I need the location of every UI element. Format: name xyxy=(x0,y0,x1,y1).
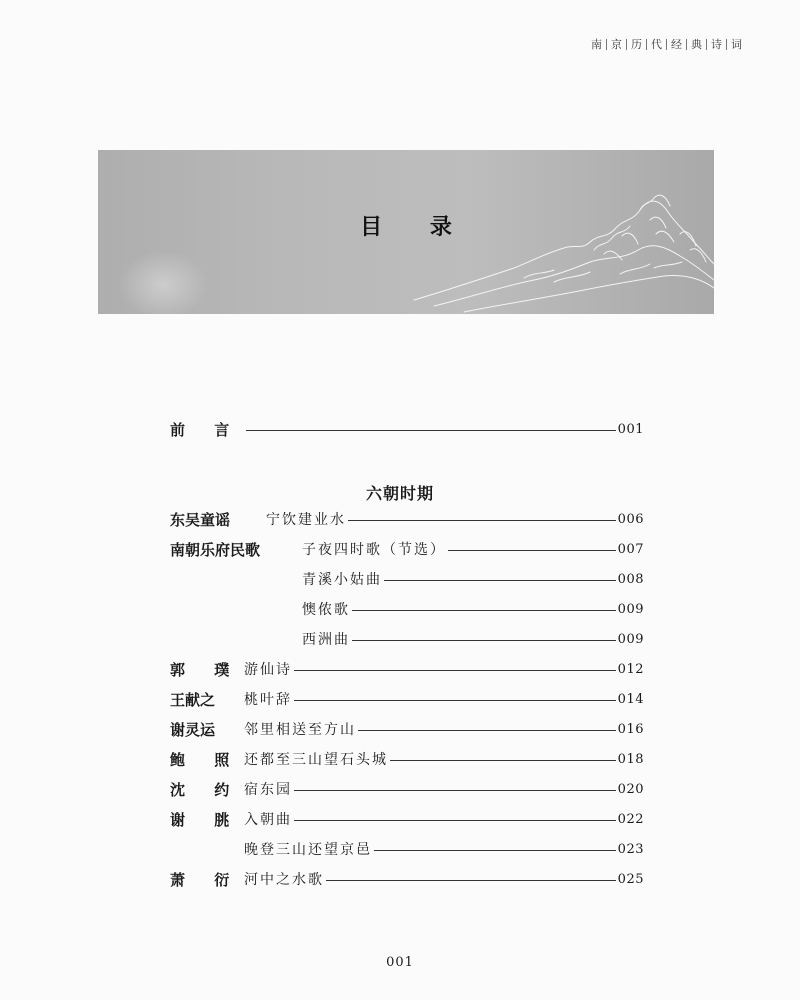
dot-leader xyxy=(294,790,616,791)
banner-glow xyxy=(118,250,208,314)
page-ref: 014 xyxy=(617,691,644,707)
page-ref: 018 xyxy=(617,751,644,767)
page-ref: 020 xyxy=(617,781,644,797)
page-ref: 016 xyxy=(617,721,644,737)
toc-entry[interactable] xyxy=(170,868,644,890)
page-ref: 022 xyxy=(617,811,644,827)
section-heading: 六朝时期 xyxy=(365,484,434,503)
entry-title: 入朝曲 xyxy=(244,812,292,828)
entry-author: 萧 衍 xyxy=(170,870,242,889)
dot-leader xyxy=(294,670,616,671)
page-ref: 001 xyxy=(617,421,644,437)
toc-entry[interactable] xyxy=(170,538,644,560)
toc-entry[interactable] xyxy=(170,508,644,530)
page-ref: 012 xyxy=(617,661,644,677)
entry-author: 鲍 照 xyxy=(170,750,242,769)
entry-author: 东吴童谣 xyxy=(170,510,231,529)
entry-title: 晚登三山还望京邑 xyxy=(244,842,372,858)
dot-leader xyxy=(348,520,616,521)
page-ref: 009 xyxy=(617,601,644,617)
entry-author: 南朝乐府民歌 xyxy=(170,540,261,559)
running-head-char: 经 xyxy=(671,38,682,51)
running-head xyxy=(587,36,746,52)
contents-title: 目 录 xyxy=(360,214,472,240)
page-ref: 006 xyxy=(617,511,644,527)
toc-entry[interactable] xyxy=(170,688,644,710)
toc-entry[interactable] xyxy=(170,838,644,860)
dot-leader xyxy=(390,760,616,761)
entry-title: 青溪小姑曲 xyxy=(302,572,382,588)
running-head-char: 诗 xyxy=(711,38,722,51)
dot-leader xyxy=(352,640,616,641)
dot-leader xyxy=(352,610,616,611)
dot-leader xyxy=(358,730,616,731)
toc-entry[interactable] xyxy=(170,658,644,680)
entry-title: 游仙诗 xyxy=(244,662,292,678)
entry-author: 谢灵运 xyxy=(170,720,216,739)
preface-label: 前 言 xyxy=(170,420,242,439)
page-ref: 025 xyxy=(617,871,644,887)
dot-leader xyxy=(294,700,616,701)
entry-title: 懊侬歌 xyxy=(302,602,350,618)
entry-title: 子夜四时歌（节选） xyxy=(302,542,446,558)
running-head-char: 代 xyxy=(651,38,662,51)
entry-author: 谢 朓 xyxy=(170,810,242,829)
dot-leader xyxy=(448,550,616,551)
contents-banner xyxy=(98,150,714,314)
page-ref: 009 xyxy=(617,631,644,647)
entry-title: 河中之水歌 xyxy=(244,872,324,888)
entry-title: 宁饮建业水 xyxy=(266,512,346,528)
toc-entry[interactable] xyxy=(170,598,644,620)
page-ref: 023 xyxy=(617,841,644,857)
toc-entry[interactable] xyxy=(170,808,644,830)
page-ref: 007 xyxy=(617,541,644,557)
toc-entry[interactable] xyxy=(170,748,644,770)
entry-author: 沈 约 xyxy=(170,780,242,799)
entry-title: 宿东园 xyxy=(244,782,292,798)
running-head-char: 京 xyxy=(611,38,622,51)
running-head-char: 南 xyxy=(591,38,602,51)
entry-title: 邻里相送至方山 xyxy=(244,722,356,738)
dot-leader xyxy=(384,580,616,581)
entry-title: 西洲曲 xyxy=(302,632,350,648)
page-ref: 008 xyxy=(617,571,644,587)
dot-leader xyxy=(374,850,616,851)
entry-title: 还都至三山望石头城 xyxy=(244,752,388,768)
running-head-char: 典 xyxy=(691,38,702,51)
entry-title: 桃叶辞 xyxy=(244,692,292,708)
dot-leader xyxy=(246,430,616,431)
running-head-char: 词 xyxy=(731,38,742,51)
page-number: 001 xyxy=(386,955,414,970)
entry-author: 郭 璞 xyxy=(170,660,242,679)
toc-entry[interactable] xyxy=(170,568,644,590)
toc-entry-preface[interactable] xyxy=(170,418,644,440)
entry-author: 王献之 xyxy=(170,690,216,709)
toc-entry[interactable] xyxy=(170,628,644,650)
dot-leader xyxy=(326,880,616,881)
dot-leader xyxy=(294,820,616,821)
toc-entry[interactable] xyxy=(170,718,644,740)
running-head-char: 历 xyxy=(631,38,642,51)
toc-entry[interactable] xyxy=(170,778,644,800)
